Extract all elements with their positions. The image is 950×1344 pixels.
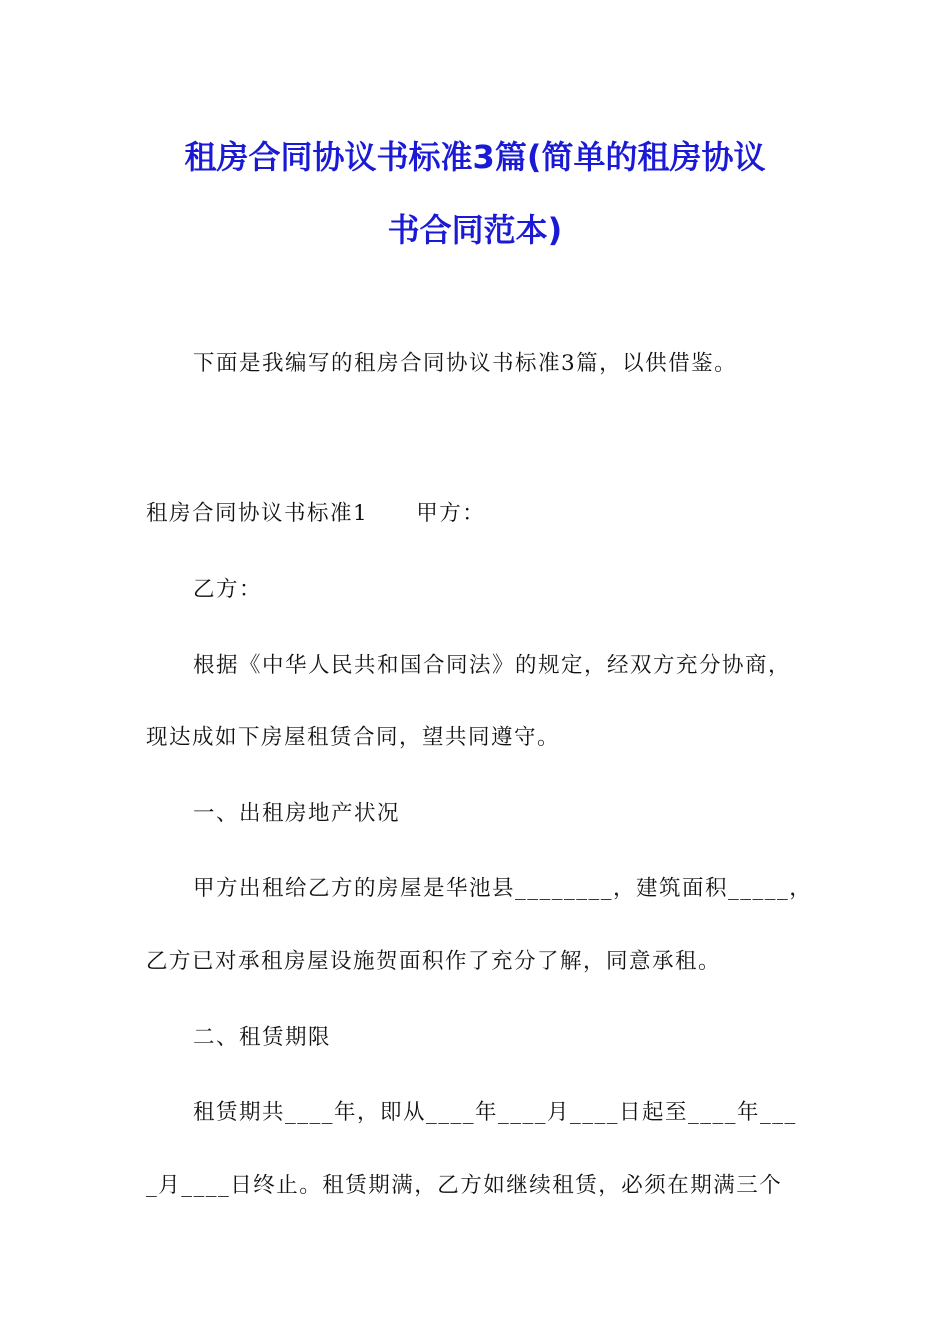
clause-2-line-2: _月____日终止。租赁期满，乙方如继续租赁，必须在期满三个 [146, 1173, 783, 1198]
clause-2-line-1: 租赁期共____年，即从____年____月____日起至____年___ [193, 1100, 797, 1125]
paragraph-1-line-2: 现达成如下房屋租赁合同，望共同遵守。 [146, 725, 561, 750]
party-a-label: 甲方： [416, 501, 486, 526]
paragraph-1-line-1: 根据《中华人民共和国合同法》的规定，经双方充分协商， [193, 653, 792, 678]
clause-1-line-2: 乙方已对承租房屋设施贺面积作了充分了解，同意承租。 [146, 949, 722, 974]
intro-paragraph: 下面是我编写的租房合同协议书标准3篇，以供借鉴。 [193, 351, 738, 376]
document-title-line-1: 租房合同协议书标准3篇(简单的租房协议 [184, 138, 766, 176]
clause-1-line-1: 甲方出租给乙方的房屋是华池县________，建筑面积_____， [193, 876, 813, 901]
document-title-line-2: 书合同范本) [387, 211, 563, 249]
party-b-label: 乙方： [193, 577, 263, 602]
section-1-heading-row [146, 496, 485, 527]
clause-1-heading: 一、出租房地产状况 [193, 801, 401, 826]
section-1-heading: 租房合同协议书标准1 [146, 501, 369, 526]
clause-2-heading: 二、租赁期限 [193, 1025, 332, 1050]
